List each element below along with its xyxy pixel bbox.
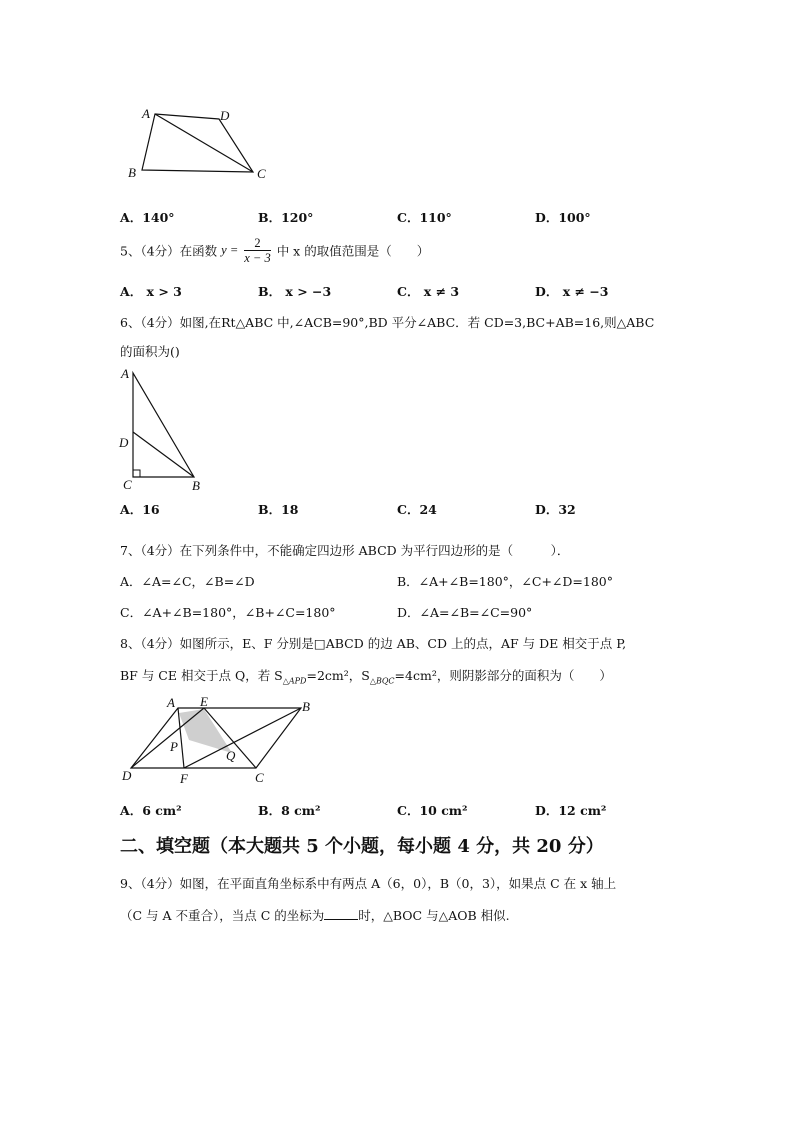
q8-sub-apd: △APD: [282, 676, 307, 686]
q6-stem-line2: 的面积为(): [120, 344, 180, 359]
q5-option-d[interactable]: D． x ≠ −3: [535, 284, 609, 299]
q6-label-b: B: [192, 478, 200, 493]
q5-fraction: [244, 236, 270, 265]
q6-option-b[interactable]: B．18: [258, 502, 299, 517]
q4-option-b[interactable]: B．120°: [258, 210, 314, 225]
q7-option-d[interactable]: D．∠A=∠B=∠C=90°: [397, 605, 533, 620]
q8-line2-c: =4cm²，则阴影部分的面积为（ ）: [394, 668, 612, 683]
q8-option-b[interactable]: B．8 cm²: [258, 803, 321, 818]
q9-stem-line1: 9、（4分）如图，在平面直角坐标系中有两点 A（6，0），B（0，3），如果点 C 在 x 轴上: [120, 876, 617, 891]
q4-option-d[interactable]: D．100°: [535, 210, 591, 225]
q5-stem: [120, 236, 429, 265]
q8-label-q: Q: [226, 748, 236, 763]
q9-line2-a: （C 与 A 不重合），当点 C 的坐标为: [120, 908, 325, 923]
q9-line2-b: 时，△BOC 与△AOB 相似.: [358, 908, 510, 923]
q8-stem-line2: [120, 666, 612, 686]
q6-label-a: A: [121, 366, 129, 381]
q8-label-p: P: [170, 739, 178, 754]
q5-rest: 中 x 的取值范围是（ ）: [276, 243, 430, 259]
q8-label-d: D: [122, 768, 132, 783]
q8-label-e: E: [200, 694, 208, 709]
q8-option-a[interactable]: A．6 cm²: [120, 803, 182, 818]
q5-option-a[interactable]: A． x > 3: [120, 284, 182, 299]
q8-label-a: A: [167, 695, 175, 710]
q4-option-a[interactable]: A．140°: [120, 210, 175, 225]
q7-option-b[interactable]: B．∠A+∠B=180°，∠C+∠D=180°: [397, 574, 613, 589]
q8-line2-a: BF 与 CE 相交于点 Q，若 S: [120, 668, 283, 683]
q6-option-c[interactable]: C．24: [397, 502, 437, 517]
q7-stem: 7、（4分）在下列条件中，不能确定四边形 ABCD 为平行四边形的是（ ）．: [120, 543, 570, 558]
q8-option-c[interactable]: C．10 cm²: [397, 803, 468, 818]
q8-figure: [116, 694, 316, 790]
q4-label-d: D: [220, 108, 230, 123]
q5-option-c[interactable]: C． x ≠ 3: [397, 284, 460, 299]
q4-option-c[interactable]: C．110°: [397, 210, 452, 225]
q8-option-d[interactable]: D．12 cm²: [535, 803, 607, 818]
q4-label-b: B: [128, 165, 136, 180]
q5-y-eq: y =: [221, 243, 239, 257]
q7-option-c[interactable]: C．∠A+∠B=180°，∠B+∠C=180°: [120, 605, 336, 620]
q6-option-a[interactable]: A．16: [120, 502, 160, 517]
q8-label-b: B: [302, 699, 310, 714]
q4-label-a: A: [142, 106, 150, 121]
q6-label-d: D: [119, 435, 129, 450]
q6-option-d[interactable]: D．32: [535, 502, 576, 517]
q8-label-c: C: [255, 770, 264, 785]
q9-answer-blank[interactable]: [324, 907, 358, 920]
q7-option-a[interactable]: A．∠A=∠C，∠B=∠D: [120, 574, 255, 589]
q5-frac-den: x − 3: [244, 251, 271, 265]
section-fill-in-title: 二、填空题（本大题共 5 个小题，每小题 4 分，共 20 分）: [120, 836, 604, 857]
q4-label-c: C: [257, 166, 266, 181]
q8-line2-b: =2cm²，S: [306, 668, 370, 683]
q4-figure: [120, 100, 290, 190]
q6-figure: [112, 362, 212, 494]
q9-stem-line2: [120, 906, 510, 924]
q6-stem-line1: 6、（4分）如图,在Rt△ABC 中,∠ACB=90°,BD 平分∠ABC．若 CD=3,BC+AB=16,则△ABC: [120, 315, 655, 330]
q8-stem-line1: 8、（4分）如图所示，E、F 分别是□ABCD 的边 AB、CD 上的点，AF 与 DE 相交于点 P,: [120, 636, 627, 651]
q6-label-c: C: [123, 477, 132, 492]
q5-option-b[interactable]: B． x > −3: [258, 284, 332, 299]
q5-number: 5、（4分）在函数: [120, 243, 218, 259]
q5-frac-num: 2: [244, 236, 270, 251]
q8-label-f: F: [180, 771, 188, 786]
q8-sub-bqc: △BQC: [369, 676, 395, 686]
